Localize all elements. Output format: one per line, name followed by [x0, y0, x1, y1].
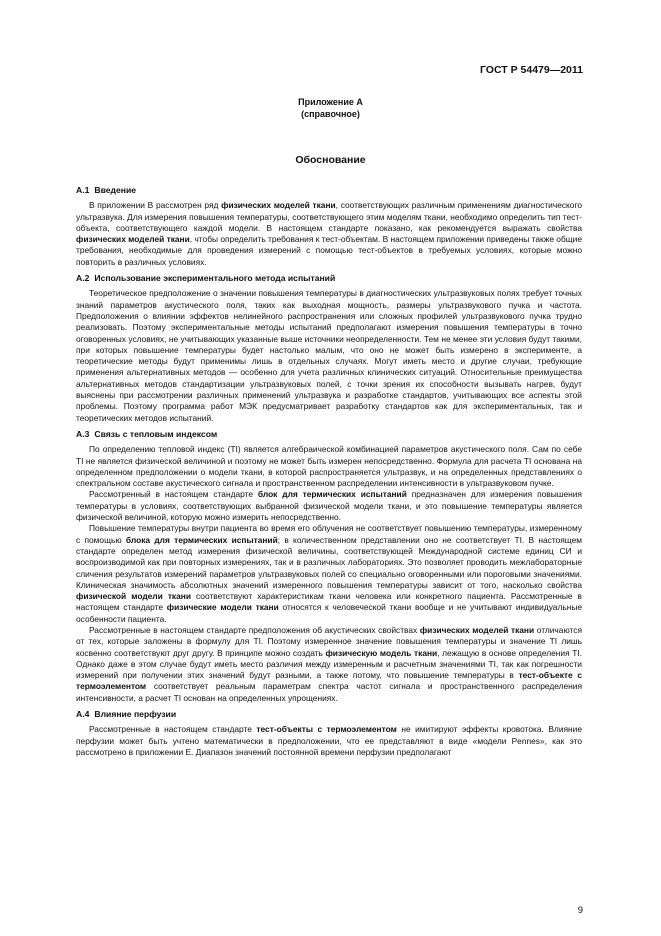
section-number: А.4: [76, 709, 90, 720]
section-heading: [76, 429, 582, 440]
term: тест-объекте с термоэлементом: [76, 670, 582, 692]
term: физической модели ткани: [76, 591, 191, 602]
term: физическую модель ткани: [325, 647, 438, 658]
section-heading: [76, 273, 582, 284]
paragraph: Рассмотренные в настоящем стандарте предположения об акустических свойствах физических моделей ткани отличаются от тех, которые заложены в формулу для TI. Поэтому измеренное значение повышения температуры и значение TI лишь косвенно соответствуют друг другу. В принципе можно создать физическую модель ткани, лежащую в основе определения TI. Однако даже в этом случае будут иметь место различия между измеренным и расчетным значениями TI, так как погрешности измерений при получении этих значений будут разными, а также потому, что повышение температуры в тест-объекте с термоэлементом соответствует реальным параметрам спектра частот сигнала и пространственного распределения интенсивности, а расчет TI основан на определенных упрощениях.: [76, 624, 583, 703]
section-title: Введение: [94, 185, 137, 195]
term: физических моделей ткани: [419, 624, 535, 635]
term: блока для термических испытаний: [125, 534, 278, 545]
section-heading: [76, 709, 582, 720]
standard-code: ГОСТ Р 54479—2011: [479, 64, 583, 76]
body-text: [76, 185, 582, 758]
term: физических моделей ткани: [221, 200, 336, 211]
page-number: 9: [577, 905, 583, 916]
section-heading: [76, 185, 582, 196]
annex-heading: [0, 96, 661, 120]
term: блок для термических испытаний: [257, 489, 407, 500]
annex-title: Приложение А: [298, 97, 363, 107]
term: физических моделей ткани: [76, 234, 190, 245]
paragraph: В приложении В рассмотрен ряд физических моделей ткани, соответствующих различным применениям диагностического ультразвука. Для измерения повышения температуры, соответствующего этим моделям ткани, необходимо определить тип тест-объекта, соответствующего каждой модели. В настоящем стандарте показано, как рекомендуется выражать свойства физических моделей ткани, чтобы определить требования к тест-объектам. В настоящем приложении приведены также общие требования, необходимые для проведения измерений с помощью тест-объектов в требуемых условиях, которые можно повторить в различных условиях.: [76, 200, 582, 267]
annex-type: (справочное): [301, 109, 360, 119]
section-title: Влияние перфузии: [94, 709, 177, 720]
paragraph: Повышение температуры внутри пациента во время его облучения не соответствует повышению температуры, измеренному с помощью блока для термических испытаний; в количественном представлении оно не соответствует TI. В настоящем стандарте определен метод измерения физической величины, соответствующей Международной системе единиц СИ и воспроизводимой как при повторных измерениях, так и в различных лабораториях. Это позволяет проводить межлабораторные сличения результатов измерений параметров ультразвуковых полей со специально оговоренными или пороговыми значениями. Клиническая значимость абсолютных значений измеренного повышения температуры зависит от того, насколько свойства физической модели ткани соответствуют характеристикам ткани человека или конкретного пациента. Рассмотренные в настоящем стандарте физические модели ткани относятся к человеческой ткани вообще и не учитывают индивидуальные особенности пациента.: [76, 523, 583, 624]
section-title: Использование экспериментального метода испытаний: [94, 273, 336, 284]
document-title: Обоснование: [295, 154, 366, 166]
paragraph: Теоретическое предположение о значении повышения температуры в диагностических ультразвуковых полях требует точных знаний параметров акустического поля, таких как выходная мощность, размеры ультразвукового пучка и частота. Предположения о влиянии эффектов нелинейного распространения или сложных профилей ультразвукового пучка трудно реализовать. Поэтому экспериментальные методы испытаний предполагают измерения повышения температуры в точно оговоренных условиях, не учитывающих указанные выше источники неопределенности. Тем не менее эти условия будут такими, при которых повышение температуры будет настолько малым, что оно не может быть измерено в эксперименте, а теоретические методы будут применимы лишь в отдельных случаях. Могут иметь место и другие случаи, требующие применения альтернативных методов — особенно для учета различных клинических ситуаций. Относительные преимущества альтернативных методов стандартизации ультразвуковых полей, с точки зрения их способности вызывать нагрев, будут выяснены при рассмотрении различных применений ультразвука и разработке стандартов, учитывающих все аспекты этой проблемы. Поэтому программа работ МЭК предусматривает разработку стандартов как для экспериментальных, так и теоретических методов испытаний.: [76, 288, 582, 423]
section-title: Связь с тепловым индексом: [94, 428, 218, 439]
section-number: А.1: [76, 185, 90, 195]
section-number: А.2: [76, 273, 90, 284]
term: тест-объекты с термоэлементом: [256, 724, 397, 735]
paragraph: Рассмотренный в настоящем стандарте блок для термических испытаний предназначен для измерения повышения температуры в условиях, соответствующих выбранной физической модели ткани, и это повышение температуры является физической величиной, которую можно измерить непосредственно.: [76, 489, 582, 523]
term: физические модели ткани: [166, 602, 279, 613]
paragraph: Рассмотренные в настоящем стандарте тест-объекты с термоэлементом не имитируют эффекты кровотока. Влияние перфузии может быть учтено математически в предположении, что ее представляют в виде «модели Pennes», как это рассмотрено в приложении Е. Диапазон значений постоянной времени перфузии предполагают: [76, 724, 582, 757]
section-number: А.3: [76, 428, 90, 439]
paragraph: По определению тепловой индекс (TI) является алгебраической комбинацией параметров акустического поля. Сам по себе TI не является физической величиной и поэтому не может быть измерен непосредственно. Формула для расчета TI основана на определенном предположении о модели ткани, в которой распространяется ультразвук, и на определенных представлениях о спектральном составе акустического сигнала и пространственном распределении интенсивности в ультразвуковом пучке.: [76, 444, 582, 489]
